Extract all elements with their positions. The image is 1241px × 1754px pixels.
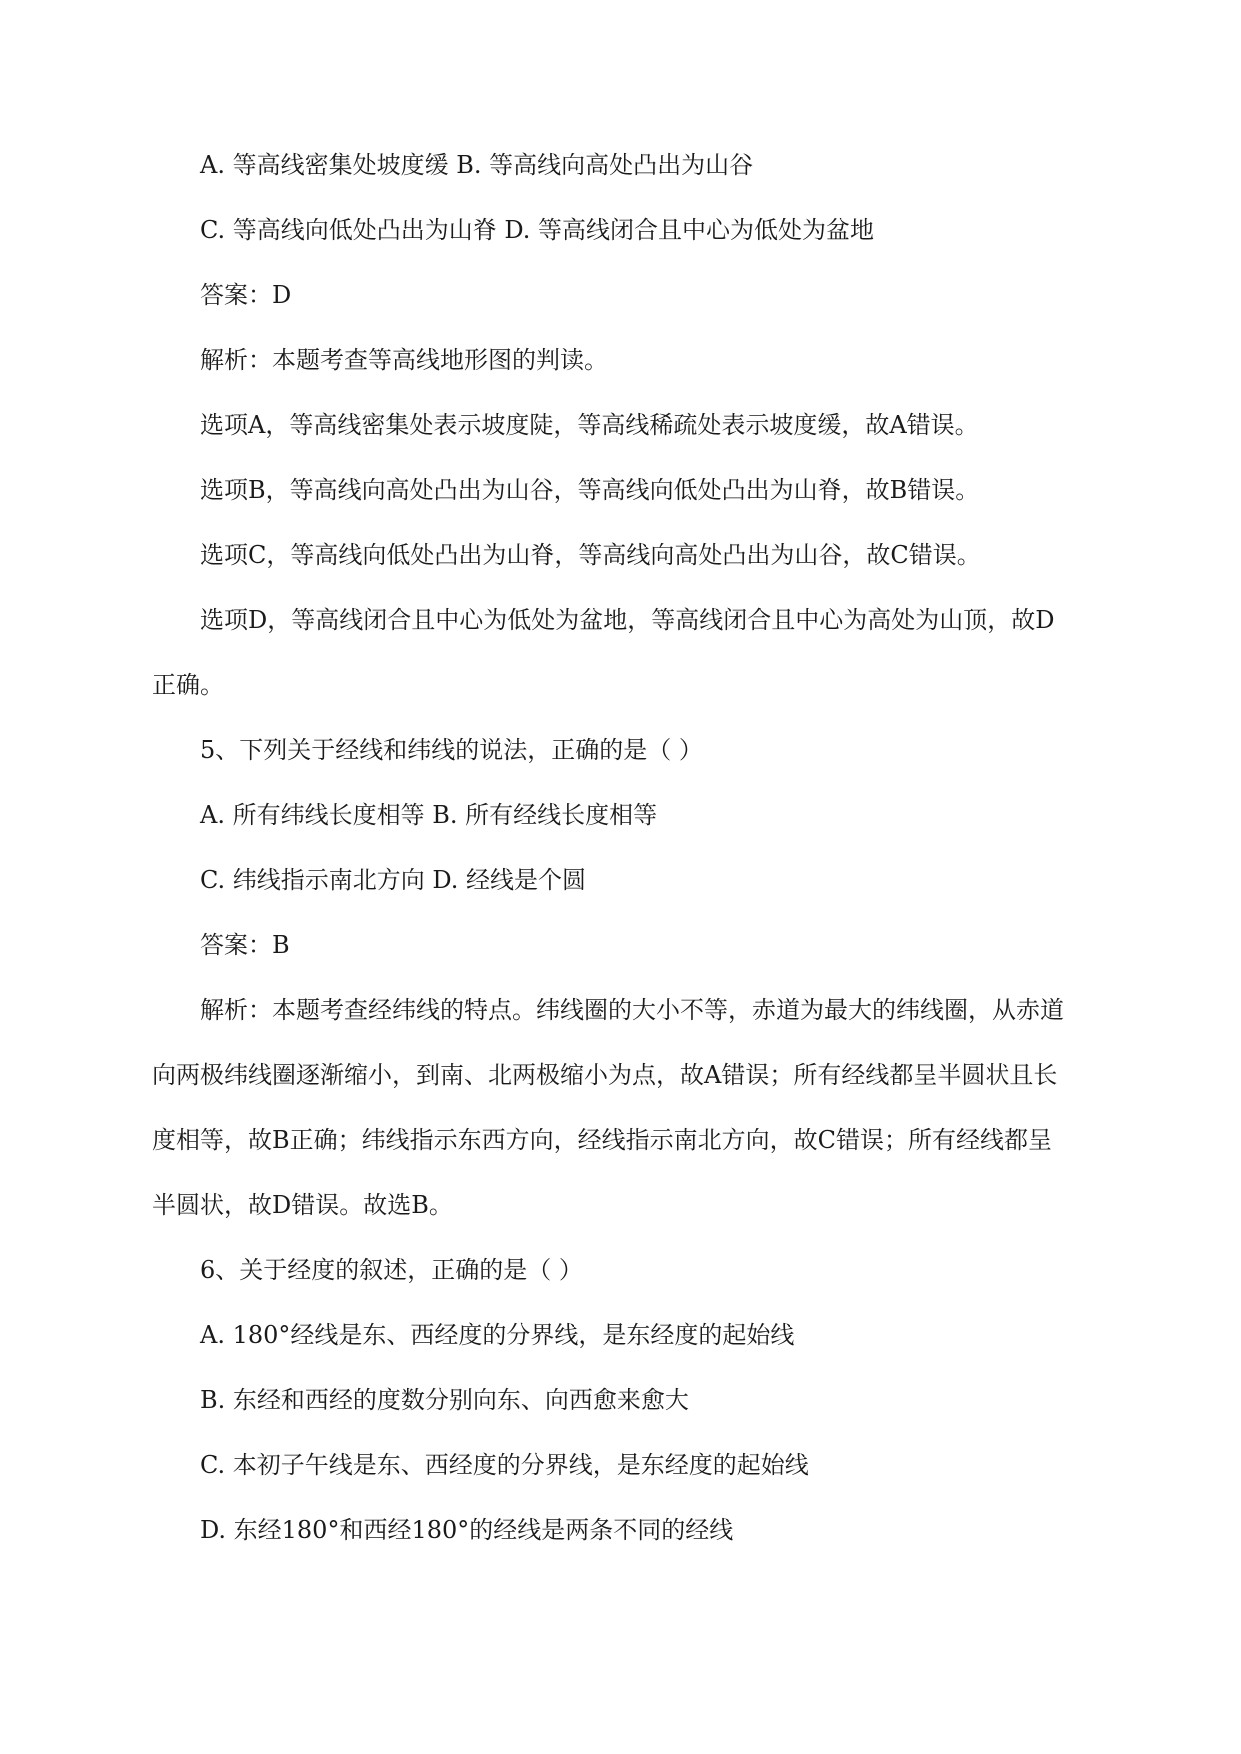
q4-options-cd: C. 等高线向低处凸出为山脊 D. 等高线闭合且中心为低处为盆地: [200, 216, 875, 244]
q5-analysis-line-3: 度相等，故B正确；纬线指示东西方向，经线指示南北方向，故C错误；所有经线都呈: [152, 1126, 1052, 1154]
q5-answer: 答案：B: [200, 931, 290, 959]
q4-answer: 答案：D: [200, 281, 292, 309]
q6-question: 6、关于经度的叙述，正确的是（ ）: [200, 1256, 583, 1284]
q5-analysis-line-1: 解析：本题考查经纬线的特点。纬线圈的大小不等，赤道为最大的纬线圈，从赤道: [200, 996, 1064, 1024]
q4-analysis: 解析：本题考查等高线地形图的判读。: [200, 346, 608, 374]
q4-analysis-option-b: 选项B，等高线向高处凸出为山谷，等高线向低处凸出为山脊，故B错误。: [200, 476, 980, 504]
q5-question: 5、下列关于经线和纬线的说法，正确的是（ ）: [200, 736, 703, 764]
q4-analysis-option-d: 选项D，等高线闭合且中心为低处为盆地，等高线闭合且中心为高处为山顶，故D: [200, 606, 1055, 634]
q4-options-ab: A. 等高线密集处坡度缓 B. 等高线向高处凸出为山谷: [200, 151, 754, 179]
q4-analysis-option-a: 选项A，等高线密集处表示坡度陡，等高线稀疏处表示坡度缓，故A错误。: [200, 411, 979, 439]
q6-option-a: A. 180°经线是东、西经度的分界线，是东经度的起始线: [200, 1321, 795, 1349]
q5-options-cd: C. 纬线指示南北方向 D. 经线是个圆: [200, 866, 587, 894]
q6-option-b: B. 东经和西经的度数分别向东、向西愈来愈大: [200, 1386, 689, 1414]
q6-option-c: C. 本初子午线是东、西经度的分界线，是东经度的起始线: [200, 1451, 809, 1479]
q4-analysis-option-c: 选项C，等高线向低处凸出为山脊，等高线向高处凸出为山谷，故C错误。: [200, 541, 981, 569]
q4-analysis-option-d-cont: 正确。: [152, 671, 224, 699]
q5-analysis-line-4: 半圆状，故D错误。故选B。: [152, 1191, 453, 1219]
q6-option-d: D. 东经180°和西经180°的经线是两条不同的经线: [200, 1516, 734, 1544]
q5-options-ab: A. 所有纬线长度相等 B. 所有经线长度相等: [200, 801, 658, 829]
q5-analysis-line-2: 向两极纬线圈逐渐缩小，到南、北两极缩小为点，故A错误；所有经线都呈半圆状且长: [152, 1061, 1058, 1089]
